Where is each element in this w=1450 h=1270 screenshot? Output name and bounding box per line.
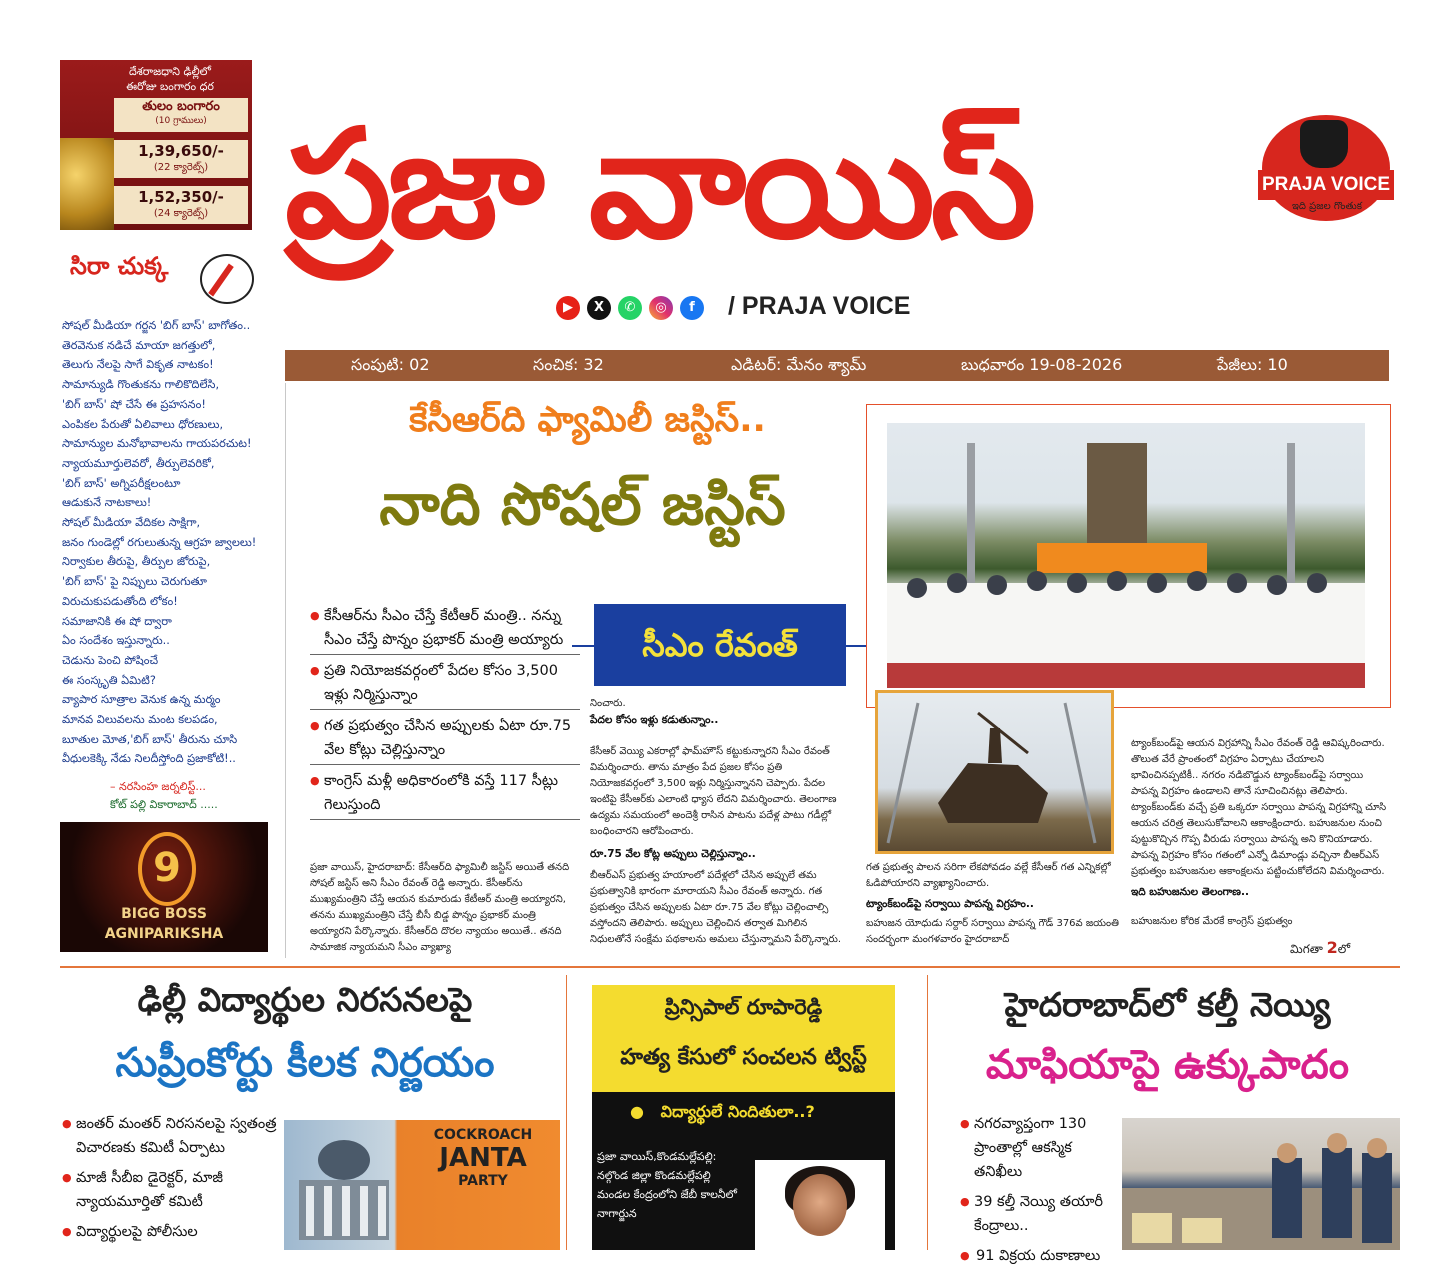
poem-line: విరుచుకుపడుతోంది లోకం! <box>62 594 178 608</box>
highlight-item: ● ప్రతి నియోజకవర్గంలో పేదల కోసం 3,500 ఇళ్లు నిర్మిస్తున్నాం <box>310 659 580 710</box>
poem-line: న్యాయమూర్తులెవరో, తీర్పులెవరికో, <box>62 456 215 470</box>
poem-line: సామాన్యుల మనోభావాలను గాయపరచుట! <box>62 437 252 451</box>
poem-line: సామాన్యుడి గొంతుకను గాలికొదిలేసి, <box>62 378 220 392</box>
col2-paragraph-1: కేసీఆర్ వెయ్యి ఎకరాల్లో ఫామ్‌హౌస్ కట్టుకున్నారని సీఎం రేవంత్ విమర్శించారు. తాను మాత్రం పేద ప్రజల కోసం ప్రతి నియోజకవర్గంలో 3,500 ఇళ్లు నిర్మిస్తున్నానని చెప్పారు. పేదల ఇంటిపై కేసీఆర్‌కు ఎలాంటి ధ్యాస లేదని విమర్శించారు. తెలంగాణ ఉద్యమ సమయంలో అందెశ్రీ రాసిన పాటను పదేళ్ల పాటు గడీల్లో బంధించారని ఆరోపించారు. <box>590 746 837 837</box>
poem-line: తెలుగు నేలపై సాగే వికృత నాటకం! <box>62 358 214 372</box>
supreme-court-illustration <box>284 1120 404 1250</box>
lead-headline-1: కేసీఆర్‌ది ఫ్యామిలీ జస్టిస్.. <box>409 400 766 440</box>
poem-line: బూతుల మోత,'బిగ్ బాస్' తీరును చూసి <box>62 732 238 746</box>
continued-prefix: మిగతా <box>1290 942 1323 956</box>
youtube-icon[interactable]: ▶ <box>556 296 580 320</box>
page-count: పేజీలు: 10 <box>1217 355 1288 374</box>
gold-ad-heading-line2: ఈరోజు బంగారం ధర <box>126 80 214 93</box>
poem-line: 'బిగ్ బాస్' అగ్నిపరీక్షలంటూ <box>62 476 181 490</box>
col3-subhead: ట్యాంక్‌బండ్‌పై సర్వాయి పాపన్న విగ్రహం.. <box>866 898 1034 910</box>
raised-fist-icon <box>1300 120 1348 168</box>
poem-line: జనం గుండెల్లో రగులుతున్న ఆగ్రహ జ్వాలలు! <box>62 535 257 549</box>
continued-page: 2 <box>1326 938 1338 957</box>
principal-body: ప్రజా వాయిస్,కొండమల్లేపల్లి: నల్గొండ జిల్లా కొండమల్లేపల్లి మండల కేంద్రంలోని జేబీ కాలనీలో నాగార్జున <box>597 1150 737 1220</box>
ghee-headline-2: మాఫియాపై ఉక్కుపాదం <box>985 1042 1350 1088</box>
supreme-court-cockroach-image <box>284 1120 560 1250</box>
x-icon[interactable]: X <box>587 296 611 320</box>
bigg-boss-ad <box>60 822 268 952</box>
col2-subhead-1: పేదల కోసం ఇళ్లు కడుతున్నాం.. <box>590 714 719 726</box>
highlight-item: ● కేసీఆర్‌ను సీఎం చేస్తే కేటీఆర్ మంత్రి.. నన్ను సీఎం చేస్తే పొన్నం ప్రభాకర్ మంత్రి అయ్యారు <box>310 604 580 655</box>
principal-headline-2: హత్య కేసులో సంచలన ట్విస్ట్ <box>620 1045 867 1070</box>
ghee-raid-photo <box>1122 1118 1400 1250</box>
bigg-boss-line1: BIGG BOSS <box>121 906 207 922</box>
masthead-title: ప్రజా వాయిస్ <box>285 98 1033 272</box>
gold-ad-heading-line1: దేశరాజధాని ఢిల్లీలో <box>128 65 211 78</box>
principal-portrait <box>755 1160 885 1250</box>
facebook-icon[interactable]: f <box>680 296 704 320</box>
gold-ad-heading <box>90 64 250 94</box>
poem-line: ఈ సంస్కృతి ఏమిటి? <box>62 673 156 687</box>
sira-chukka-title: సిరా చుక్క <box>70 252 169 280</box>
lead-column-2 <box>590 696 848 948</box>
continued-suffix: లో <box>1337 942 1351 956</box>
poem-line: నిర్వాకుల తీరుపై, తీర్పుల జోరుపై, <box>62 555 211 569</box>
highlight-item: ● నగరవ్యాప్తంగా 130 ప్రాంతాల్లో ఆకస్మిక తనిఖీలు <box>960 1112 1120 1186</box>
papanna-statue-photo <box>875 690 1114 854</box>
bullet-dot-icon: ● <box>630 1102 661 1121</box>
poem-place: కోట్ పల్లి వికారాబాద్ ..... <box>110 798 218 811</box>
gold-price-24: 1,52,350/- <box>138 188 224 206</box>
gold-unit: తులం బంగారం <box>142 99 220 114</box>
highlight-item: ● కాంగ్రెస్ మళ్లీ అధికారంలోకి వస్తే 117 సీట్లు గెలుస్తుంది <box>310 769 580 820</box>
editor-name: ఎడిటర్: మేనం శ్యామ్ <box>731 355 867 374</box>
gold-coins-image <box>60 138 114 230</box>
lead-highlights <box>310 604 580 824</box>
cm-revanth-tag: సీఎం రేవంత్ <box>594 604 846 686</box>
delhi-headline-2: సుప్రీంకోర్టు కీలక నిర్ణయం <box>115 1040 495 1086</box>
column-divider <box>927 975 928 1250</box>
gold-price-22: 1,39,650/- <box>138 142 224 160</box>
logo-name: PRAJA VOICE <box>1258 170 1394 200</box>
principal-headline-1: ప్రిన్సిపాల్ రూపారెడ్డి <box>664 995 823 1019</box>
col4-paragraph-2: బహుజనుల కోరిక మేరకే కాంగ్రెస్ ప్రభుత్వం <box>1131 916 1293 927</box>
poem-line: సమాజానికి ఈ షో ద్వారా <box>62 614 172 628</box>
poem-line: మానవ విలువలను మంట కలపడం, <box>62 713 218 727</box>
gold-label-22: (22 క్యారెట్స్) <box>153 162 209 173</box>
praja-voice-handle: / PRAJA VOICE <box>728 292 911 320</box>
highlight-item: ● మాజీ సీబీఐ డైరెక్టర్, మాజీ న్యాయమూర్తితో కమిటీ <box>62 1166 282 1216</box>
poem-line: సోషల్ మీడియా వేదికల సాక్షిగా, <box>62 516 201 530</box>
issue-date: బుధవారం 19-08-2026 <box>961 355 1123 374</box>
ghee-headline-1: హైదరాబాద్‌లో కల్తీ నెయ్యి <box>1004 985 1331 1024</box>
poem-line: తెరవెనుక నడిచే మాయా జగత్తులో, <box>62 338 216 352</box>
poem-signature <box>110 778 218 814</box>
highlight-item: ● జంతర్ మంతర్ నిరసనలపై స్వతంత్ర విచారణకు కమిటీ ఏర్పాటు <box>62 1112 282 1162</box>
poem-line: 'బిగ్ బాస్' షో చేసే ఈ ప్రహసనం! <box>62 397 206 411</box>
poem-line: ఏం సందేశం ఇస్తున్నారు.. <box>62 634 170 648</box>
ghee-highlights <box>960 1112 1120 1264</box>
col4-paragraph-1: ట్యాంక్‌బండ్‌పై ఆయన విగ్రహాన్ని సీఎం రేవంత్ రెడ్డి ఆవిష్కరించారు. తొలుత వేరే ప్రాంతంలో విగ్రహం ఏర్పాటు చేయాలని భావించినప్పటికీ.. నగరం నడిబొడ్డున ట్యాంక్‌బండ్‌పై సర్వాయి పాపన్న విగ్రహం ఉండాలని తానే సూచించినట్లు తెలిపారు. ట్యాంక్‌బండ్‌కు వచ్చే ప్రతి ఒక్కరూ సర్వాయి పాపన్న విగ్రహాన్ని చూసి ఆయన చరిత్ర తెలుసుకోవాలని ఆకాంక్షించారు. బహుజనుల నుంచి పుట్టుకొచ్చిన గొప్ప వీరుడు సర్వాయి పాపన్న అని కొనియాడారు. పాపన్న విగ్రహం కోసం గతంలో ఎన్నో డిమాండ్లు వచ్చినా బీఆర్ఎస్ ప్రభుత్వం బహుజనుల ఆకాంక్షలను పట్టించుకోలేదని విమర్శించారు. <box>1131 738 1387 877</box>
instagram-icon[interactable]: ◎ <box>649 296 673 320</box>
gold-24-box <box>114 186 248 224</box>
horse-statue-illustration <box>878 693 1105 845</box>
whatsapp-icon[interactable]: ✆ <box>618 296 642 320</box>
highlight-item: ● గత ప్రభుత్వం చేసిన అప్పులకు ఏటా రూ.75 వేల కోట్లు చెల్లిస్తున్నాం <box>310 714 580 765</box>
party-word: PARTY <box>458 1173 508 1189</box>
highlight-item: ● 39 కల్తీ నెయ్యి తయారీ కేంద్రాలు.. <box>960 1190 1120 1240</box>
bigg-boss-eye-logo: 9 <box>138 832 196 906</box>
col3-paragraph-2: బహుజన యోధుడు సర్దార్ సర్వాయి పాపన్న గౌడ్ 376వ జయంతి సందర్భంగా మంగళవారం హైదరాబాద్ <box>866 918 1119 945</box>
col3-paragraph-1: గత ప్రభుత్వ పాలన సరిగా లేకపోవడం వల్లే కేసీఆర్ గత ఎన్నికల్లో ఓడిపోయారని వ్యాఖ్యానించారు. <box>866 862 1111 889</box>
poem-line: చెడును పెంచి పోషించే <box>62 653 159 667</box>
poem-author: – నరసింహ జర్నలిస్ట్... <box>110 780 206 793</box>
highlight-item: ● 91 విక్రయ దుకాణాలు <box>960 1244 1120 1270</box>
continued-note <box>1290 938 1350 959</box>
lead-headline-2: నాది సోషల్ జస్టిస్ <box>379 470 786 538</box>
highlight-item: ● విద్యార్థులపై పోలీసుల <box>62 1220 282 1246</box>
issue-number: సంచిక: 32 <box>533 355 604 374</box>
logo-tagline: ఇది ప్రజల గొంతుక <box>1292 201 1362 212</box>
principal-subhead-text: విద్యార్థులే నిందితులా..? <box>660 1102 815 1121</box>
delhi-headline-1: ఢిల్లీ విద్యార్థుల నిరసనలపై <box>137 980 473 1019</box>
lead-column-3 <box>866 860 1121 948</box>
poem-line: ఎంపికల పేరుతో ఏలివాలు ధోరణులు, <box>62 417 224 431</box>
gold-label-24: (24 క్యారెట్స్) <box>153 208 209 219</box>
statue-unveiling-illustration <box>887 423 1365 688</box>
statue-unveiling-photo <box>887 423 1365 688</box>
gold-22-box <box>114 140 248 178</box>
delhi-highlights <box>62 1112 282 1250</box>
lead-column-4 <box>1131 736 1389 930</box>
section-divider <box>60 966 1400 968</box>
ink-pen-icon <box>200 254 254 304</box>
poem-line: 'బిగ్ బాస్' పై నిప్పులు చెరుగుతూ <box>62 575 207 589</box>
principal-subhead <box>630 1102 815 1125</box>
lead-column-1: ప్రజా వాయిస్, హైదరాబాద్: కేసీఆర్‌ది ఫ్యామిలీ జస్టిస్ అయితే తనది సోషల్ జస్టిస్ అని సీఎం రేవంత్ రెడ్డి అన్నారు. కేసీఆర్‌ను ముఖ్యమంత్రిని చేస్తే ఆయన కుమారుడు కేటీఆర్ మంత్రి అయ్యారని, తనను ముఖ్యమంత్రిని చేస్తే బీసీ బిడ్డ పొన్నం ప్రభాకర్ మంత్రి అయ్యారని పేర్కొన్నారు. కేసీఆర్‌ది దొరల న్యాయం అయితే.. తనది సామాజిక న్యాయమని సీఎం వ్యాఖ్యా <box>310 862 570 953</box>
sira-chukka-poem <box>62 316 277 769</box>
column-divider <box>566 975 567 1250</box>
gold-unit-box <box>114 98 248 132</box>
volume-number: సంపుటి: 02 <box>351 355 430 374</box>
janta-word: JANTA <box>439 1143 527 1173</box>
issue-info-bar <box>285 350 1389 381</box>
cockroach-party-text <box>408 1126 558 1190</box>
gold-price-ad <box>60 60 252 230</box>
lead-left-rule <box>285 383 286 958</box>
poem-line: వ్యాపార సూత్రాల వెనుక ఉన్న మర్మం <box>62 693 221 707</box>
bigg-boss-line2: AGNIPARIKSHA <box>104 926 224 942</box>
poem-line: వీధులకెక్కి నేడు నిలదీస్తోంది ప్రజాకోటి!.. <box>62 752 236 766</box>
cockroach-word: COCKROACH <box>433 1127 533 1143</box>
col2-intro: నించారు. <box>590 698 626 709</box>
col2-paragraph-2: బీఆర్ఎస్ ప్రభుత్వ హయాంలో పదేళ్లలో చేసిన అప్పులే తమ ప్రభుత్వానికి భారంగా మారాయని సీఎం రేవంత్ అన్నారు. గత ప్రభుత్వం చేసిన అప్పులకు ఏటా రూ.75 వేల కోట్లు చెల్లించాల్సి వస్తోందని తెలిపారు. అప్పులు చెల్లించిన తర్వాత మిగిలిన నిధులతోనే సంక్షేమ పథకాలను అమలు చేస్తున్నామని పేర్కొన్నారు. <box>590 870 842 945</box>
col4-subhead: ఇది బహుజనుల తెలంగాణ.. <box>1131 886 1249 898</box>
poem-line: సోషల్ మీడియా గర్జన 'బిగ్ బాస్' బాగోతం.. <box>62 319 251 332</box>
police-inspection-illustration <box>1122 1118 1400 1250</box>
poem-line: ఆడుకునే నాటకాలు! <box>62 496 152 510</box>
gold-unit-note: (10 గ్రాములు) <box>155 116 207 126</box>
col2-subhead-2: రూ.75 వేల కోట్ల అప్పులు చెల్లిస్తున్నాం.. <box>590 848 756 860</box>
